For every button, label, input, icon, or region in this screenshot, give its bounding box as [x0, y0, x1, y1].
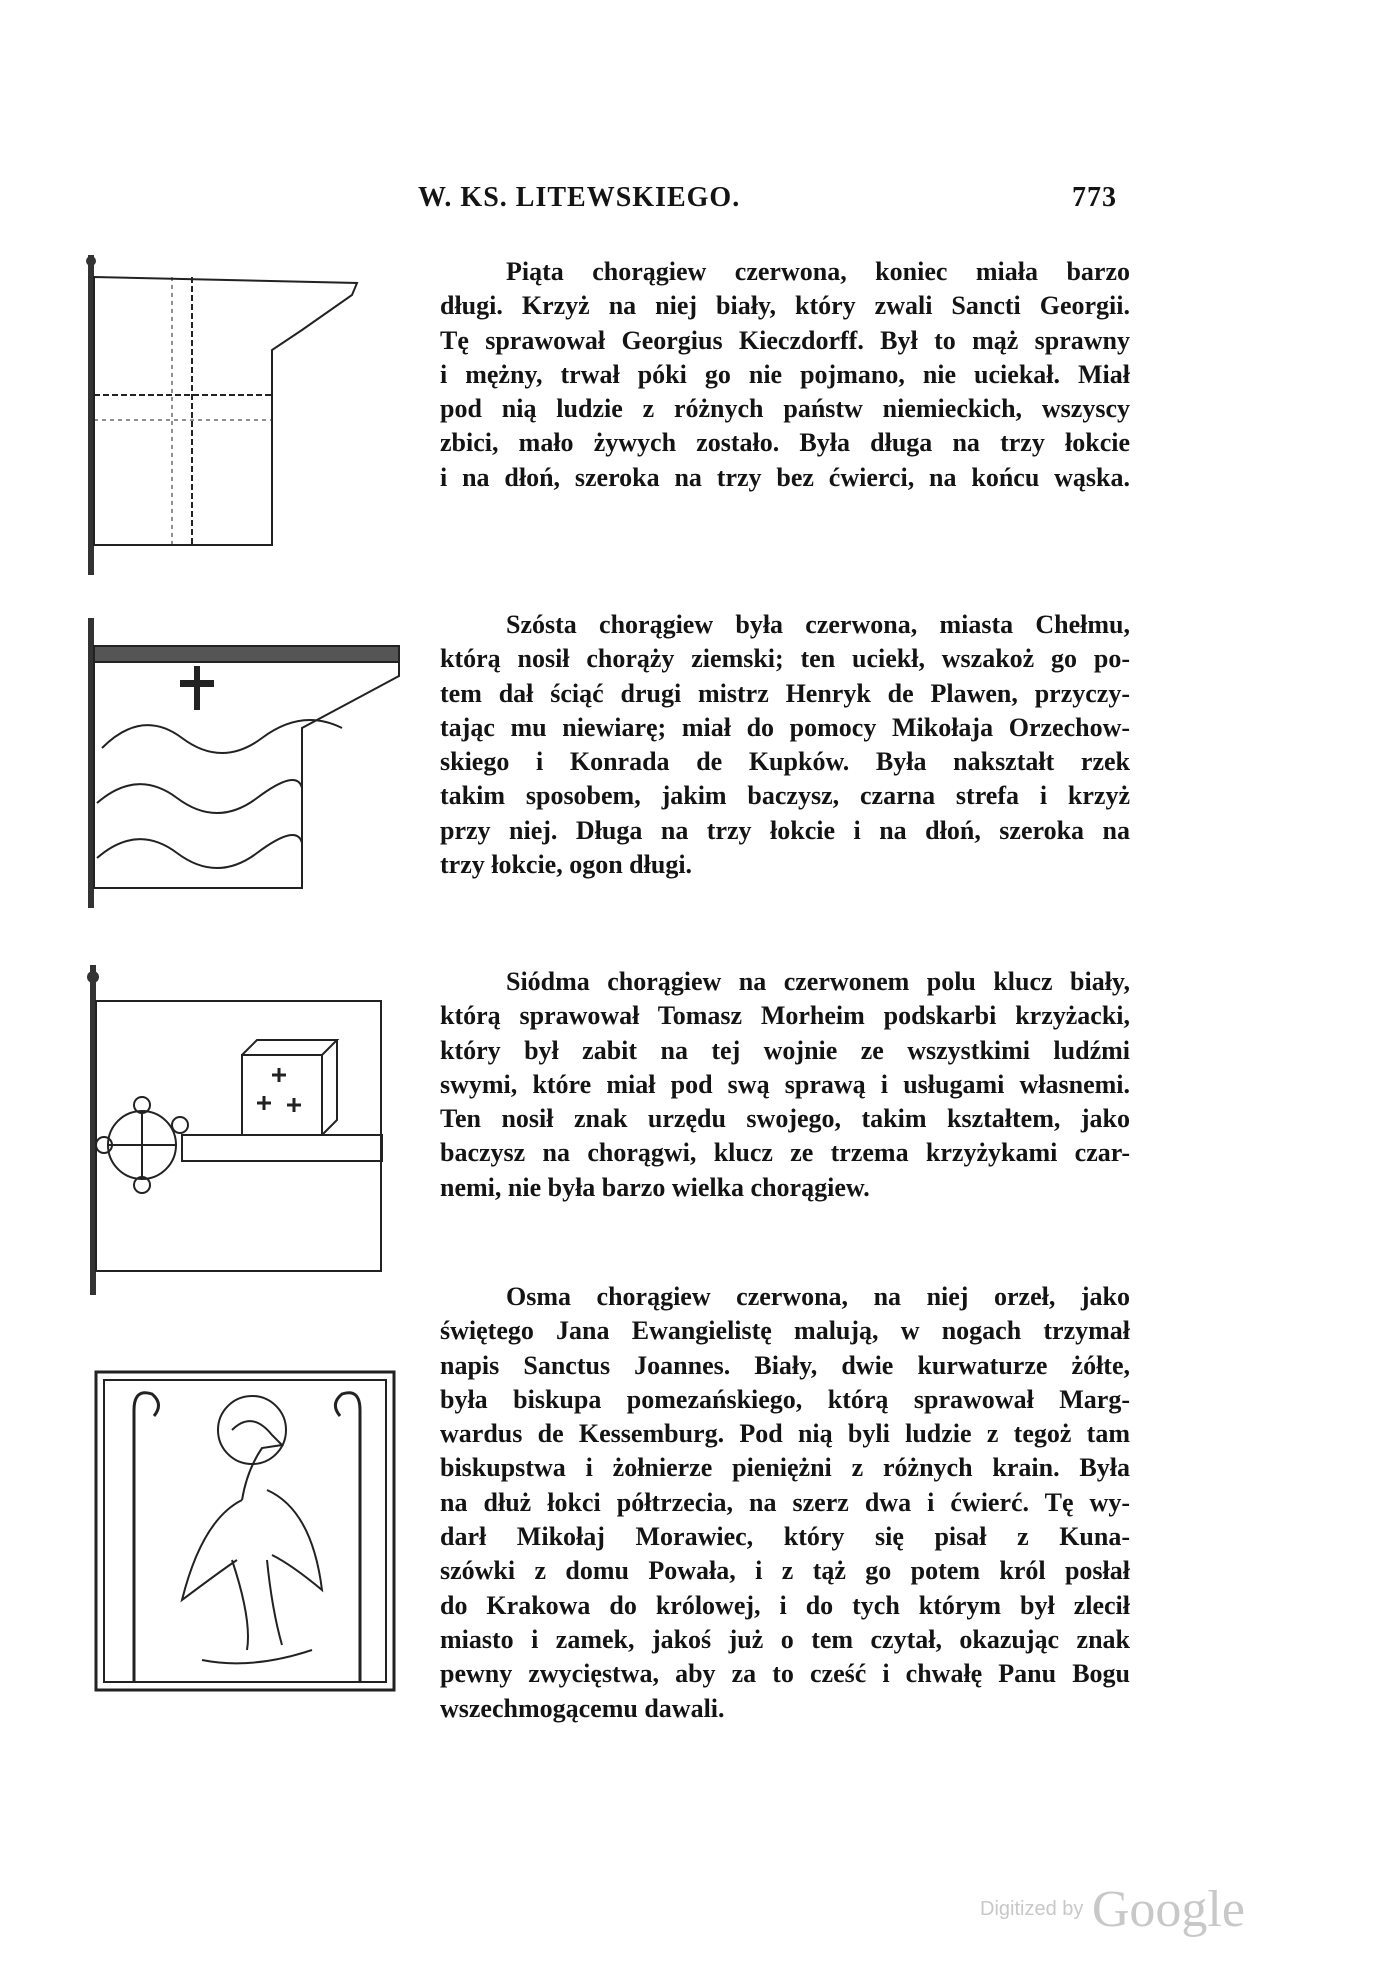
text-line: szówki z domu Powała, i z tąż go potem król posłał	[440, 1556, 1130, 1586]
text-line: zbici, mało żywych zostało. Była długa na trzy łokcie	[440, 428, 1130, 458]
paragraph-osma	[440, 1280, 1130, 1726]
flag-eagle-icon	[82, 1360, 412, 1710]
text-line: Ten nosił znak urzędu swojego, takim kształtem, jako	[440, 1104, 1130, 1134]
flag-cross-icon	[82, 255, 412, 575]
text-line: swymi, które miał pod swą sprawą i usługami własnemi.	[440, 1069, 1130, 1099]
text-line: tając mu niewiarę; miał do pomocy Mikołaja Orzechow-	[440, 712, 1130, 742]
text-line: który był zabit na tej wojnie ze wszystkimi ludźmi	[440, 1035, 1130, 1065]
text-line: Osma chorągiew czerwona, na niej orzeł, jako	[506, 1282, 1130, 1311]
text-line: Szósta chorągiew była czerwona, miasta Chełmu,	[506, 610, 1130, 639]
text-line: trzy łokcie, ogon długi.	[440, 850, 693, 880]
text-line: pod nią ludzie z różnych państw niemieckich, wszyscy	[440, 394, 1130, 424]
text-line: takim sposobem, jakim baczysz, czarna strefa i krzyż	[440, 781, 1130, 811]
flag-key-icon	[82, 965, 412, 1295]
digitized-watermark	[980, 1880, 1245, 1939]
text-line: którą sprawował Tomasz Morheim podskarbi krzyżacki,	[440, 1001, 1130, 1031]
page-header-title: W. KS. LITEWSKIEGO.	[418, 182, 741, 213]
text-line: skiego i Konrada de Kupków. Była nakształt rzek	[440, 747, 1130, 777]
text-line: świętego Jana Ewangielistę malują, w nogach trzymał	[440, 1316, 1130, 1346]
text-line: była biskupa pomezańskiego, którą sprawował Marg-	[440, 1384, 1130, 1414]
flag-waves-icon	[82, 618, 412, 908]
page-number: 773	[1072, 182, 1117, 213]
text-line: darł Mikołaj Morawiec, który się pisał z Kuna-	[440, 1522, 1130, 1552]
paragraph-piata	[440, 255, 1130, 495]
text-line: napis Sanctus Joannes. Biały, dwie kurwaturze żółte,	[440, 1350, 1130, 1380]
text-line: pewny zwycięstwa, aby za to cześć i chwałę Panu Bogu	[440, 1659, 1130, 1689]
paragraph-siodma	[440, 965, 1130, 1205]
text-line: do Krakowa do królowej, i do tych którym był zlecił	[440, 1590, 1130, 1620]
text-line: tem dał ściąć drugi mistrz Henryk de Plawen, przyczy-	[440, 678, 1130, 708]
text-line: długi. Krzyż na niej biały, który zwali Sancti Georgii.	[440, 291, 1130, 321]
text-line: Siódma chorągiew na czerwonem polu klucz biały,	[506, 967, 1130, 996]
text-line: i mężny, trwał póki go nie pojmano, nie uciekał. Miał	[440, 359, 1130, 389]
text-line: Piąta chorągiew czerwona, koniec miała barzo	[506, 257, 1130, 286]
watermark-prefix: Digitized by	[980, 1898, 1084, 1920]
text-line: biskupstwa i żołnierze pieniężni z różnych krain. Była	[440, 1453, 1130, 1483]
text-line: wardus de Kessemburg. Pod nią byli ludzie z tegoż tam	[440, 1419, 1130, 1449]
google-logo: Google	[1091, 1881, 1245, 1938]
paragraph-szosta	[440, 608, 1130, 882]
text-line: wszechmogącemu dawali.	[440, 1693, 725, 1723]
text-line: którą nosił chorąży ziemski; ten uciekł, wszakoż go po-	[440, 644, 1130, 674]
text-line: na dłuż łokci półtrzecia, na szerz dwa i ćwierć. Tę wy-	[440, 1487, 1130, 1517]
text-line: i na dłoń, szeroka na trzy bez ćwierci, na końcu wąska.	[440, 462, 1130, 492]
text-line: baczysz na chorągwi, klucz ze trzema krzyżykami czar-	[440, 1138, 1130, 1168]
text-line: nemi, nie była barzo wielka chorągiew.	[440, 1172, 870, 1202]
text-line: przy niej. Długa na trzy łokcie i na dłoń, szeroka na	[440, 815, 1130, 845]
text-line: miasto i zamek, jakoś już o tem czytał, okazując znak	[440, 1624, 1130, 1654]
text-line: Tę sprawował Georgius Kieczdorff. Był to mąż sprawny	[440, 325, 1130, 355]
